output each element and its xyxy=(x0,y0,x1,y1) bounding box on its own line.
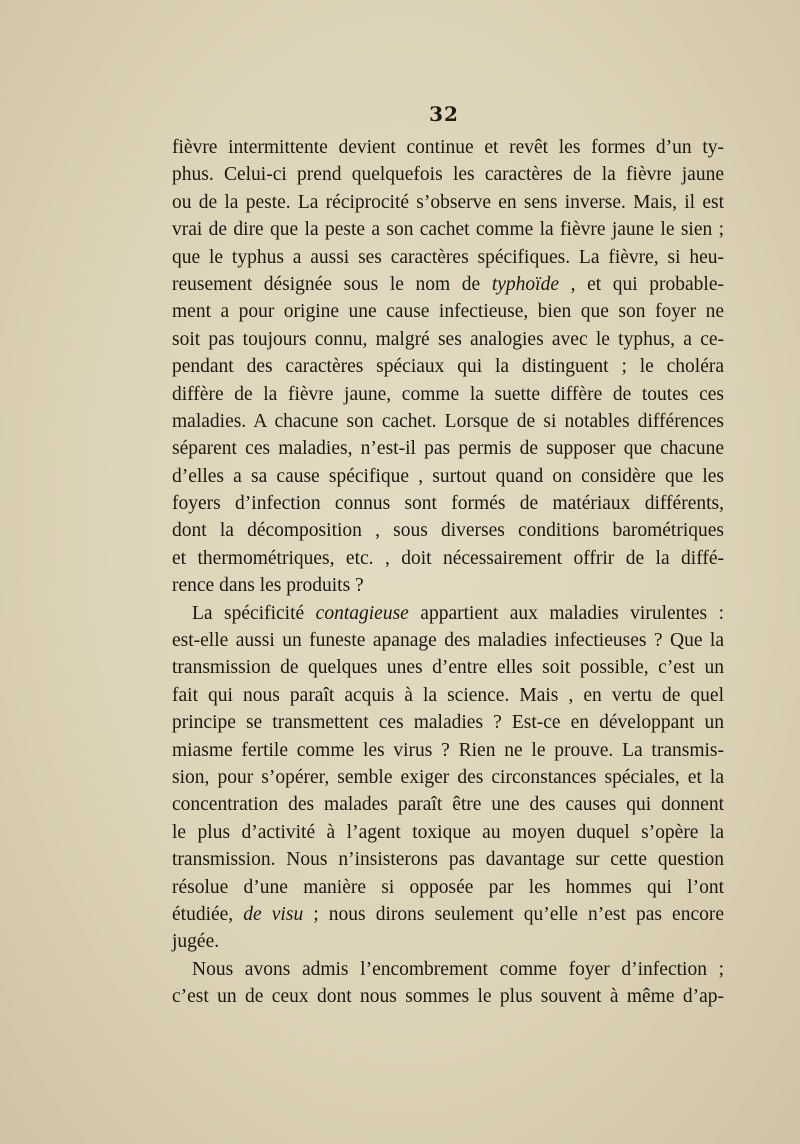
text-line: et thermométriques, etc. , doit nécessairement offrir de la diffé- xyxy=(172,547,724,569)
text-line: vrai de dire que la peste a son cachet comme la fièvre jaune le sien ; xyxy=(172,219,724,241)
text-line: diffère de la fièvre jaune, comme la suette diffère de toutes ces xyxy=(172,383,724,405)
text-line: fait qui nous paraît acquis à la science. Mais , en vertu de quel xyxy=(172,684,724,706)
page-number: 32 xyxy=(429,102,459,126)
text-line: rence dans les produits ? xyxy=(172,575,364,597)
italic-term: de visu xyxy=(243,903,304,925)
text-line: maladies. A chacune son cachet. Lorsque de si notables différences xyxy=(172,410,724,432)
text-line: étudiée, de visu ; nous dirons seulement qu’elle n’est pas encore xyxy=(172,903,725,925)
text-line: Nous avons admis l’encombrement comme foyer d’infection ; xyxy=(192,958,724,980)
text-line: sion, pour s’opérer, semble exiger des circonstances spéciales, et la xyxy=(172,766,724,788)
italic-term: contagieuse xyxy=(315,602,409,624)
text-line: transmission. Nous n’insisterons pas davantage sur cette question xyxy=(172,849,724,871)
text-line: foyers d’infection connus sont formés de matériaux différents, xyxy=(172,493,724,515)
text-line: principe se transmettent ces maladies ? Est-ce en développant un xyxy=(172,712,724,734)
text-line: séparent ces maladies, n’est-il pas permis de supposer que chacune xyxy=(172,438,724,460)
text-line: jugée. xyxy=(172,931,220,953)
text-line: est-elle aussi un funeste apanage des maladies infectieuses ? Que la xyxy=(172,630,724,652)
text-line: La spécificité contagieuse appartient aux maladies virulentes : xyxy=(192,602,724,624)
text-line: phus. Celui-ci prend quelquefois les caractères de la fièvre jaune xyxy=(172,164,724,186)
body-text xyxy=(172,134,724,1011)
text-line: ou de la peste. La réciprocité s’observe en sens inverse. Mais, il est xyxy=(172,191,724,213)
text-line: transmission de quelques unes d’entre elles soit possible, c’est un xyxy=(172,657,724,679)
text-line: miasme fertile comme les virus ? Rien ne le prouve. La transmis- xyxy=(172,739,724,761)
text-line: que le typhus a aussi ses caractères spécifiques. La fièvre, si heu- xyxy=(172,246,724,268)
text-line: dont la décomposition , sous diverses conditions barométriques xyxy=(172,520,724,542)
italic-term: typhoïde xyxy=(491,273,559,295)
text-line: c’est un de ceux dont nous sommes le plus souvent à même d’ap- xyxy=(172,986,724,1008)
text-line: reusement désignée sous le nom de typhoïde , et qui probable- xyxy=(172,273,724,295)
text-line: d’elles a sa cause spécifique , surtout quand on considère que les xyxy=(172,465,724,487)
text-line: soit pas toujours connu, malgré ses analogies avec le typhus, a ce- xyxy=(172,328,724,350)
text-line: concentration des malades paraît être une des causes qui donnent xyxy=(172,794,724,816)
text-line: le plus d’activité à l’agent toxique au moyen duquel s’opère la xyxy=(172,821,724,843)
text-line: résolue d’une manière si opposée par les hommes qui l’ont xyxy=(172,876,724,898)
text-line: pendant des caractères spéciaux qui la distinguent ; le choléra xyxy=(172,356,724,378)
text-line: ment a pour origine une cause infectieuse, bien que son foyer ne xyxy=(172,301,724,323)
text-line: fièvre intermittente devient continue et revêt les formes d’un ty- xyxy=(172,137,724,158)
